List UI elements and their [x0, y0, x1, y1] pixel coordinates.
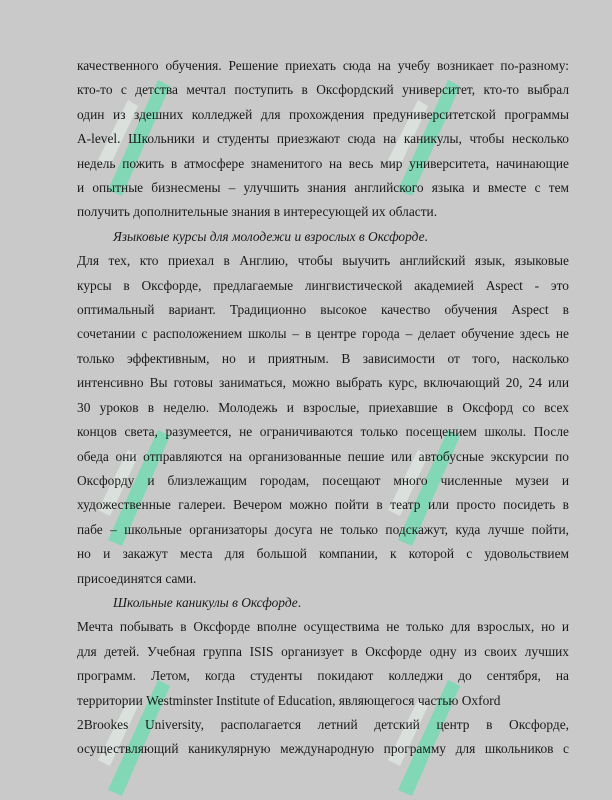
text-line: Оксфорду и близлежащим городам, посещают много численные музеи и: [77, 472, 569, 488]
text-line: территории Westminster Institute of Education, являющегося частью Oxford: [77, 692, 501, 708]
text-line: 30 уроков в неделю. Молодежь и взрослые, приехавшие в Оксфорд со всех: [77, 399, 569, 415]
text-line: A-level. Школьники и студенты приезжают сюда на каникулы, чтобы несколько: [77, 131, 569, 147]
text-line: Для тех, кто приехал в Англию, чтобы выучить английский язык, языковые: [77, 253, 569, 269]
text-line: осуществляющий каникулярную международную программу для школьников с: [77, 741, 569, 757]
text-line: обеда они отправляются на организованные пешие или автобусные экскурсии по: [77, 448, 569, 464]
paragraph: [77, 54, 569, 225]
document-body: [77, 54, 569, 762]
text-line: курсы в Оксфорде, предлагаемые лингвистической академией Aspect - это: [77, 277, 569, 293]
text-line: 2Brookes University, располагается летний детский центр в Оксфорде,: [77, 716, 569, 732]
text-line: программ. Летом, когда студенты покидают колледжи до сентября, на: [77, 668, 569, 684]
text-line: концов света, разумеется, не ограничиваются только посещением школы. После: [77, 424, 569, 440]
text-line: сочетании с расположением школы – в центре города – делает обучение здесь не: [77, 326, 569, 342]
text-line: Мечта побывать в Оксфорде вполне осуществима не только для взрослых, но и: [77, 619, 569, 635]
text-line: но и закажут места для большой компании, к которой с удовольствием: [77, 546, 569, 562]
text-line: пабе – школьные организаторы досуга не только подскажут, куда лучше пойти,: [77, 521, 569, 537]
text-line: художественные галереи. Вечером можно пойти в театр или просто посидеть в: [77, 497, 569, 513]
section-heading: Языковые курсы для молодежи и взрослых в Оксфорде.: [113, 228, 428, 244]
text-line: один из здешних колледжей для прохождения предуниверситетской программы: [77, 106, 569, 122]
text-line: присоединятся сами.: [77, 570, 197, 586]
paragraph: [77, 249, 569, 591]
text-line: оптимальный вариант. Традиционно высокое качество обучения Aspect в: [77, 302, 569, 318]
text-line: кто-то с детства мечтал поступить в Оксфордский университет, кто-то выбрал: [77, 82, 569, 98]
text-line: качественного обучения. Решение приехать сюда на учебу возникает по-разному:: [77, 58, 569, 73]
section-heading-text: Школьные каникулы в Оксфорде: [113, 594, 298, 610]
paragraph: [77, 615, 569, 761]
text-line: получить дополнительные знания в интересующей их области.: [77, 204, 438, 220]
text-line: для детей. Учебная группа ISIS организует в Оксфорде одну из своих лучших: [77, 643, 569, 659]
text-line: недель пожить в атмосфере знаменитого на весь мир университета, начинающие: [77, 155, 569, 171]
section-heading-text: Языковые курсы для молодежи и взрослых в Оксфорде: [113, 228, 425, 244]
text-line: интенсивно Вы готовы заниматься, можно выбрать курс, включающий 20, 24 или: [77, 375, 569, 391]
text-line: только эффективным, но и приятным. В зависимости от того, насколько: [77, 350, 569, 366]
section-heading: Школьные каникулы в Оксфорде.: [113, 594, 302, 610]
text-line: и опытные бизнесмены – улучшить знания английского языка и вместе с тем: [77, 180, 569, 196]
